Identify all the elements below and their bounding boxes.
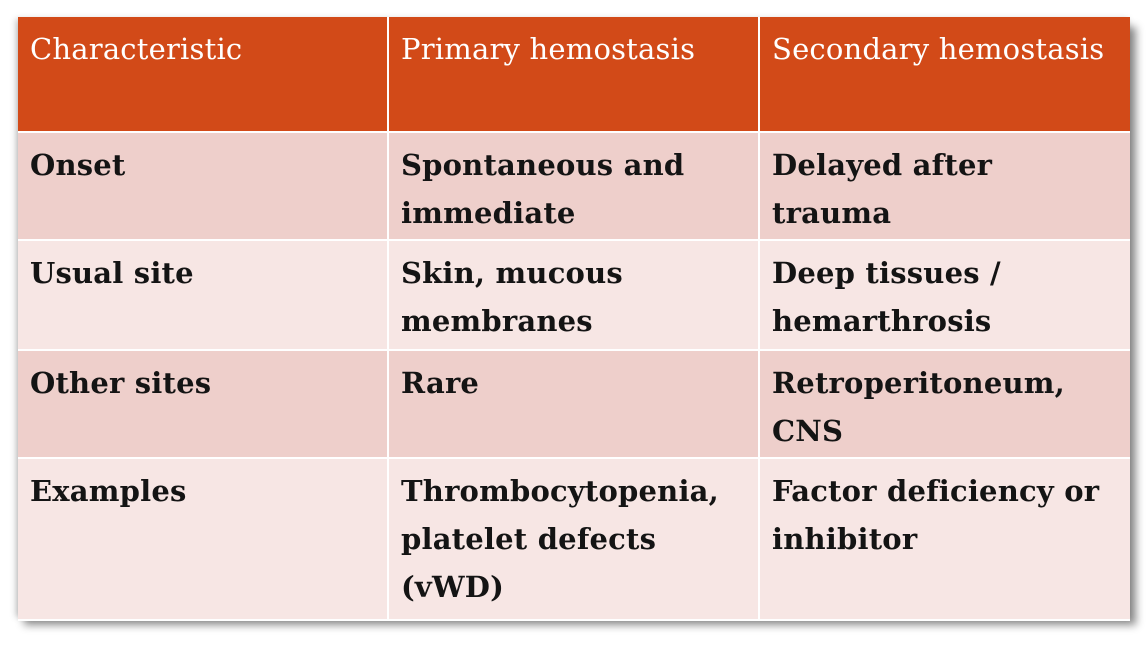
cell-characteristic: Examples: [18, 458, 388, 620]
cell-characteristic: Other sites: [18, 350, 388, 458]
cell-secondary: Factor deficiency or inhibitor: [759, 458, 1130, 620]
header-characteristic: Characteristic: [18, 17, 388, 132]
table-row-usual-site: [18, 240, 1130, 350]
table-row-examples: [18, 458, 1130, 620]
table-row-onset: [18, 132, 1130, 240]
table-header-row: [18, 17, 1130, 132]
cell-primary: Spontaneous and immediate: [388, 132, 759, 240]
cell-primary: Thrombocytopenia, platelet defects (vWD): [388, 458, 759, 620]
cell-primary: Rare: [388, 350, 759, 458]
hemostasis-comparison-table: [18, 17, 1130, 621]
comparison-table-container: [18, 17, 1130, 615]
cell-secondary: Retroperitoneum, CNS: [759, 350, 1130, 458]
cell-secondary: Deep tissues / hemarthrosis: [759, 240, 1130, 350]
cell-primary: Skin, mucous membranes: [388, 240, 759, 350]
cell-secondary: Delayed after trauma: [759, 132, 1130, 240]
header-primary-hemostasis: Primary hemostasis: [388, 17, 759, 132]
table-row-other-sites: [18, 350, 1130, 458]
header-secondary-hemostasis: Secondary hemostasis: [759, 17, 1130, 132]
cell-characteristic: Usual site: [18, 240, 388, 350]
cell-characteristic: Onset: [18, 132, 388, 240]
